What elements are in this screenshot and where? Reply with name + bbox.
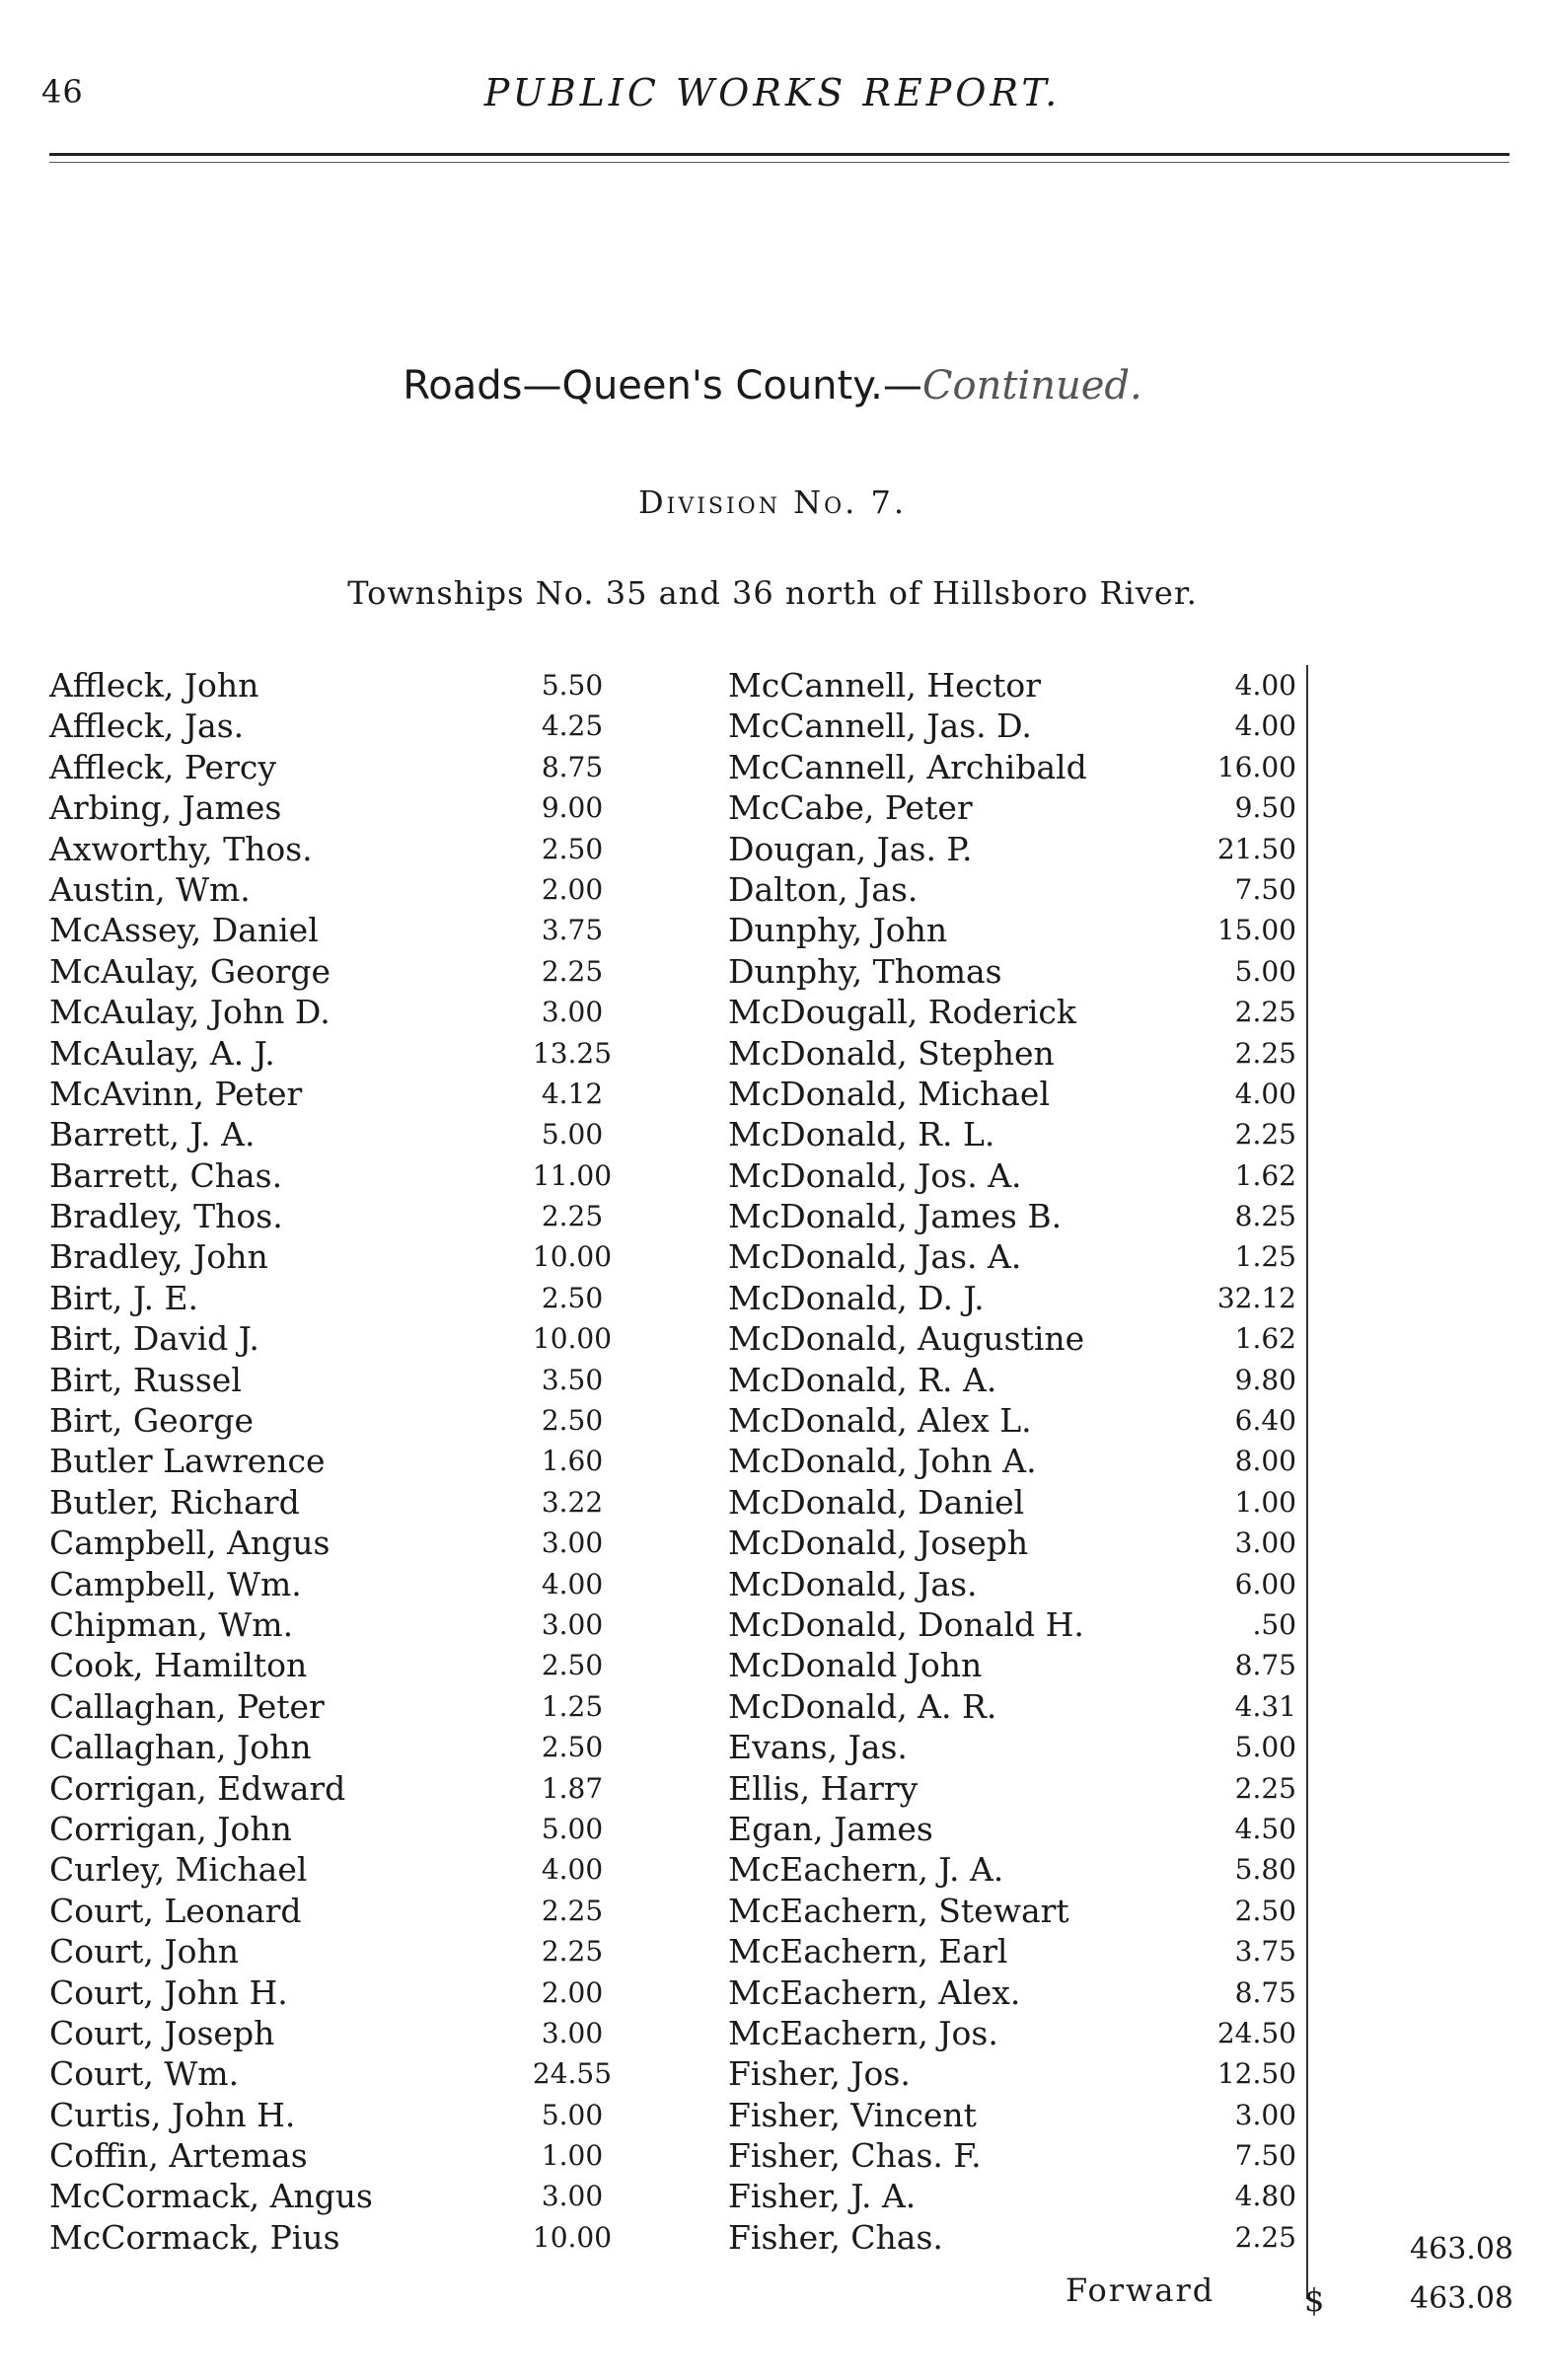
payee-name: Chipman, Wm. [49, 1604, 294, 1644]
payee-name: McDonald, Michael [728, 1074, 1051, 1113]
payee-name: McAssey, Daniel [49, 911, 319, 950]
ledger-row [49, 1400, 641, 1441]
right-ledger-column [728, 665, 1308, 2299]
payee-name: McDonald, Daniel [728, 1482, 1025, 1522]
payment-amount: 1.62 [1234, 1322, 1296, 1356]
ledger-row [728, 1604, 1306, 1645]
payment-amount: 10.00 [532, 1322, 613, 1356]
payment-amount: 5.00 [541, 1118, 604, 1152]
ledger-row [49, 2095, 641, 2135]
payee-name: Egan, James [728, 1809, 933, 1848]
ledger-row [728, 1931, 1306, 1971]
payee-name: Corrigan, Edward [49, 1768, 346, 1808]
payee-name: Bradley, John [49, 1237, 268, 1277]
header-rule-thin [49, 162, 1509, 163]
ledger-row [49, 1931, 641, 1971]
payment-amount: 5.50 [541, 669, 604, 702]
ledger-row [728, 1236, 1306, 1277]
payee-name: Curtis, John H. [49, 2095, 296, 2134]
payment-amount: 9.80 [1234, 1363, 1296, 1396]
ledger-row [49, 1074, 641, 1114]
payment-amount: 10.00 [532, 2220, 613, 2254]
ledger-row [728, 2176, 1306, 2216]
payee-name: McCannell, Archibald [728, 747, 1087, 786]
payment-amount: 13.25 [532, 1036, 613, 1070]
payment-amount: 4.00 [1234, 1077, 1296, 1110]
payment-amount: 4.50 [1234, 1812, 1296, 1845]
ledger-row [728, 665, 1306, 706]
ledger-row [49, 1155, 641, 1196]
ledger-row [49, 787, 641, 828]
ledger-row [49, 1278, 641, 1318]
ledger-row [728, 1318, 1306, 1359]
ledger-row [728, 910, 1306, 950]
payee-name: Fisher, J. A. [728, 2177, 917, 2216]
ledger-row [728, 951, 1306, 992]
payment-amount: 1.00 [541, 2139, 604, 2173]
forward-label: Forward [1066, 2271, 1215, 2309]
payee-name: Butler, Richard [49, 1482, 300, 1522]
payment-amount: 2.50 [541, 1731, 604, 1764]
payment-amount: 2.25 [1234, 2220, 1296, 2254]
payment-amount: 5.00 [541, 2098, 604, 2131]
payment-amount: 24.50 [1216, 2016, 1296, 2049]
payee-name: Dougan, Jas. P. [728, 829, 973, 868]
payment-amount: .50 [1252, 1607, 1296, 1641]
payee-name: Court, Wm. [49, 2054, 240, 2094]
payment-amount: 2.25 [541, 1935, 604, 1969]
ledger-row [49, 951, 641, 992]
ledger-row [49, 1523, 641, 1563]
ledger-row [728, 1196, 1306, 1236]
payee-name: Evans, Jas. [728, 1728, 908, 1767]
ledger-row [49, 829, 641, 869]
payee-name: Curley, Michael [49, 1850, 308, 1890]
payee-name: McAvinn, Peter [49, 1074, 303, 1113]
payment-amount: 3.00 [1234, 1526, 1296, 1560]
ledger-row [49, 1360, 641, 1400]
payment-amount: 2.25 [1234, 1118, 1296, 1152]
forward-dollar-sign: $ [1304, 2281, 1325, 2319]
payment-amount: 3.00 [541, 2180, 604, 2213]
payee-name: McDonald, Jas. A. [728, 1237, 1022, 1277]
ledger-row [49, 1564, 641, 1604]
ledger-row [49, 706, 641, 746]
payee-name: Callaghan, Peter [49, 1686, 325, 1726]
payee-name: McCormack, Angus [49, 2177, 373, 2216]
payee-name: McAulay, John D. [49, 993, 331, 1032]
payment-amount: 10.00 [532, 1240, 613, 1274]
ledger-row [728, 2135, 1306, 2176]
payment-amount: 3.00 [541, 996, 604, 1029]
payee-name: Campbell, Wm. [49, 1564, 302, 1603]
payee-name: McDonald John [728, 1646, 983, 1685]
payment-amount: 3.75 [541, 914, 604, 947]
ledger-row [49, 992, 641, 1032]
ledger-row [728, 1482, 1306, 1523]
payment-amount: 4.12 [541, 1077, 604, 1110]
ledger-row [728, 2013, 1306, 2053]
ledger-row [49, 1033, 641, 1074]
ledger-row [728, 706, 1306, 746]
ledger-row [728, 1114, 1306, 1154]
payment-amount: 4.80 [1234, 2180, 1296, 2213]
section-title [0, 363, 1545, 409]
ledger-row [49, 1196, 641, 1236]
payee-name: McDonald, Augustine [728, 1319, 1085, 1359]
ledger-row [49, 747, 641, 787]
payment-amount: 8.00 [1234, 1445, 1296, 1478]
ledger-row [728, 1891, 1306, 1931]
payee-name: Butler Lawrence [49, 1442, 326, 1481]
townships-heading: Townships No. 35 and 36 north of Hillsboro River. [347, 574, 1198, 612]
payee-name: Dunphy, John [728, 911, 948, 950]
payee-name: McDonald, Donald H. [728, 1604, 1084, 1644]
payee-name: McAulay, George [49, 951, 331, 991]
ledger-row [728, 2095, 1306, 2135]
ledger-row [49, 1482, 641, 1523]
payment-amount: 1.00 [1234, 1485, 1296, 1519]
payee-name: Affleck, John [49, 666, 259, 705]
ledger-row [728, 1441, 1306, 1481]
payment-amount: 3.00 [541, 1607, 604, 1641]
payment-amount: 6.00 [1234, 1567, 1296, 1600]
payee-name: Dalton, Jas. [728, 869, 919, 909]
payment-amount: 8.25 [1234, 1200, 1296, 1233]
payee-name: Callaghan, John [49, 1728, 312, 1767]
payment-amount: 5.80 [1234, 1853, 1296, 1887]
payment-amount: 4.00 [541, 1567, 604, 1600]
header-rule [49, 153, 1509, 156]
running-head: PUBLIC WORKS REPORT. [483, 71, 1062, 114]
ledger-row [49, 1972, 641, 2013]
payment-amount: 3.22 [541, 1485, 604, 1519]
ledger-row [49, 1849, 641, 1890]
ledger-row [728, 869, 1306, 910]
ledger-row [728, 2217, 1306, 2258]
payment-amount: 16.00 [1216, 750, 1296, 783]
payment-amount: 3.75 [1234, 1935, 1296, 1969]
ledger-row [728, 1074, 1306, 1114]
payment-amount: 21.50 [1216, 832, 1296, 865]
payee-name: Campbell, Angus [49, 1524, 331, 1563]
forward-amount: 463.08 [1410, 2281, 1513, 2316]
payment-amount: 2.25 [1234, 996, 1296, 1029]
left-ledger-column [49, 665, 641, 2258]
ledger-row [49, 1604, 641, 1645]
payment-amount: 2.50 [541, 1404, 604, 1438]
ledger-row [49, 1645, 641, 1685]
payee-name: McDonald, John A. [728, 1442, 1037, 1481]
ledger-row [728, 1155, 1306, 1196]
payee-name: McCannell, Hector [728, 666, 1042, 705]
payee-name: McEachern, J. A. [728, 1850, 1004, 1890]
payee-name: Affleck, Percy [49, 747, 276, 786]
payee-name: McDonald, Alex L. [728, 1401, 1032, 1441]
payee-name: Court, John H. [49, 1972, 288, 2012]
payment-amount: 3.00 [541, 2016, 604, 2049]
payee-name: Arbing, James [49, 788, 282, 828]
payment-amount: 2.00 [541, 1975, 604, 2009]
payment-amount: 1.87 [541, 1771, 604, 1805]
payee-name: Affleck, Jas. [49, 707, 245, 746]
payee-name: McDonald, James B. [728, 1197, 1063, 1236]
payment-amount: 2.25 [1234, 1771, 1296, 1805]
ledger-row [49, 1318, 641, 1359]
payee-name: Court, John [49, 1932, 239, 1971]
payment-amount: 15.00 [1216, 914, 1296, 947]
payee-name: McDonald, D. J. [728, 1278, 985, 1317]
payment-amount: 2.00 [541, 872, 604, 906]
payment-amount: 8.75 [1234, 1649, 1296, 1682]
ledger-row [728, 1686, 1306, 1727]
ledger-row [728, 1400, 1306, 1441]
payment-amount: 6.40 [1234, 1404, 1296, 1438]
ledger-row [49, 2053, 641, 2094]
payee-name: McEachern, Earl [728, 1932, 1008, 1971]
payment-amount: 1.62 [1234, 1158, 1296, 1192]
payee-name: McDougall, Roderick [728, 993, 1076, 1032]
ledger-row [728, 1033, 1306, 1074]
ledger-row [49, 1809, 641, 1849]
payee-name: Corrigan, John [49, 1809, 292, 1848]
ledger-row [49, 2176, 641, 2216]
payment-amount: 2.25 [541, 954, 604, 988]
ledger-row [49, 1441, 641, 1481]
payment-amount: 9.50 [1234, 791, 1296, 825]
payment-amount: 3.00 [1234, 2098, 1296, 2131]
payment-amount: 2.25 [1234, 1036, 1296, 1070]
payee-name: Ellis, Harry [728, 1768, 919, 1808]
ledger-row [49, 1686, 641, 1727]
ledger-row [728, 1360, 1306, 1400]
payment-amount: 11.00 [532, 1158, 613, 1192]
ledger-row [728, 1645, 1306, 1685]
payment-amount: 24.55 [532, 2057, 613, 2091]
payment-amount: 4.00 [1234, 669, 1296, 702]
payee-name: McAulay, A. J. [49, 1033, 275, 1073]
payee-name: Barrett, Chas. [49, 1155, 283, 1195]
ledger-row [728, 1564, 1306, 1604]
payee-name: Fisher, Vincent [728, 2095, 977, 2134]
payment-amount: 9.00 [541, 791, 604, 825]
payment-amount: 5.00 [1234, 1731, 1296, 1764]
ledger-row [49, 1114, 641, 1154]
payee-name: Birt, J. E. [49, 1278, 199, 1317]
payee-name: Austin, Wm. [49, 869, 251, 909]
payee-name: McCannell, Jas. D. [728, 707, 1032, 746]
payment-amount: 2.50 [541, 1649, 604, 1682]
payment-amount: 32.12 [1216, 1281, 1296, 1314]
ledger-row [49, 665, 641, 706]
ledger-row [49, 1727, 641, 1767]
payee-name: McDonald, R. L. [728, 1115, 995, 1154]
payment-amount: 2.50 [541, 1281, 604, 1314]
ledger-row [49, 1768, 641, 1809]
section-title-continued: Continued. [921, 363, 1142, 409]
payee-name: McEachern, Alex. [728, 1972, 1021, 2012]
ledger-row [49, 1236, 641, 1277]
payee-name: Cook, Hamilton [49, 1646, 308, 1685]
payment-amount: 2.50 [541, 832, 604, 865]
ledger-row [728, 829, 1306, 869]
ledger-row [728, 1278, 1306, 1318]
payee-name: McCormack, Pius [49, 2217, 340, 2257]
payment-amount: 4.25 [541, 709, 604, 743]
payment-amount: 2.25 [541, 1200, 604, 1233]
payee-name: Fisher, Jos. [728, 2054, 911, 2094]
division-heading: Division No. 7. [637, 483, 908, 521]
payment-amount: 12.50 [1216, 2057, 1296, 2091]
page-number: 46 [41, 73, 84, 111]
payment-amount: 2.50 [1234, 1894, 1296, 1927]
payee-name: Court, Leonard [49, 1891, 302, 1930]
payee-name: McDonald, Jas. [728, 1564, 978, 1603]
ledger-row [49, 2135, 641, 2176]
payment-amount: 7.50 [1234, 2139, 1296, 2173]
payee-name: McDonald, A. R. [728, 1686, 997, 1726]
ledger-row [49, 910, 641, 950]
payee-name: Barrett, J. A. [49, 1115, 256, 1154]
payee-name: Coffin, Artemas [49, 2136, 308, 2176]
payee-name: McDonald, Jos. A. [728, 1155, 1022, 1195]
payee-name: Dunphy, Thomas [728, 951, 1002, 991]
ledger-row [728, 992, 1306, 1032]
payment-amount: 8.75 [1234, 1975, 1296, 2009]
payee-name: Fisher, Chas. F. [728, 2136, 982, 2176]
ledger-row [728, 2053, 1306, 2094]
payment-amount: 2.25 [541, 1894, 604, 1927]
payment-amount: 1.25 [541, 1689, 604, 1723]
ledger-row [49, 1891, 641, 1931]
payee-name: Birt, Russel [49, 1360, 242, 1399]
payee-name: Axworthy, Thos. [49, 829, 313, 868]
payment-amount: 1.60 [541, 1445, 604, 1478]
column-total: 463.08 [1410, 2232, 1513, 2267]
payee-name: Court, Joseph [49, 2013, 275, 2052]
payment-amount: 5.00 [1234, 954, 1296, 988]
ledger-row [728, 787, 1306, 828]
payee-name: McEachern, Jos. [728, 2013, 998, 2052]
payment-amount: 7.50 [1234, 872, 1296, 906]
payment-amount: 5.00 [541, 1812, 604, 1845]
ledger-row [728, 1809, 1306, 1849]
ledger-row [728, 1768, 1306, 1809]
ledger-row [49, 2217, 641, 2258]
payment-amount: 8.75 [541, 750, 604, 783]
ledger-row [49, 2013, 641, 2053]
payment-amount: 3.00 [541, 1526, 604, 1560]
payee-name: McEachern, Stewart [728, 1891, 1069, 1930]
payee-name: McDonald, R. A. [728, 1360, 997, 1399]
payment-amount: 4.00 [541, 1853, 604, 1887]
ledger-row [728, 747, 1306, 787]
ledger-row [728, 1727, 1306, 1767]
section-title-main: Roads—Queen's County.— [403, 363, 922, 409]
payee-name: McDonald, Joseph [728, 1524, 1029, 1563]
payment-amount: 3.50 [541, 1363, 604, 1396]
payee-name: Bradley, Thos. [49, 1197, 283, 1236]
payee-name: McDonald, Stephen [728, 1033, 1055, 1073]
payee-name: Fisher, Chas. [728, 2217, 943, 2257]
payee-name: McCabe, Peter [728, 788, 973, 828]
payment-amount: 4.31 [1234, 1689, 1296, 1723]
ledger-row [49, 869, 641, 910]
payment-amount: 4.00 [1234, 709, 1296, 743]
payment-amount: 1.25 [1234, 1240, 1296, 1274]
ledger-row [728, 1849, 1306, 1890]
ledger-row [728, 1523, 1306, 1563]
payee-name: Birt, George [49, 1401, 255, 1441]
ledger-row [728, 1972, 1306, 2013]
payee-name: Birt, David J. [49, 1319, 259, 1359]
